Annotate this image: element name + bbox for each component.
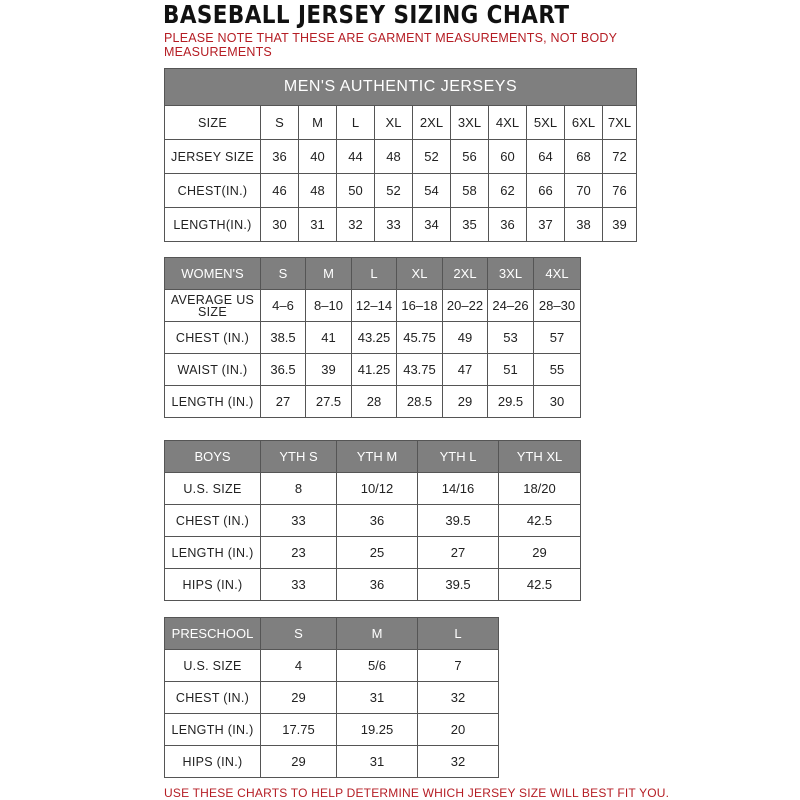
table-cell: 36.5	[261, 354, 306, 386]
table-cell: 39	[603, 208, 637, 242]
table-cell: 29	[261, 682, 337, 714]
table-cell: 8–10	[306, 290, 352, 322]
table-cell: 43.25	[352, 322, 397, 354]
table-row	[165, 537, 581, 569]
table-cell: 48	[299, 174, 337, 208]
row-label: HIPS (IN.)	[165, 746, 261, 778]
table-row	[165, 569, 581, 601]
table-cell: 29	[499, 537, 581, 569]
row-label: CHEST (IN.)	[165, 322, 261, 354]
table-cell: 34	[413, 208, 451, 242]
table-cell: 24–26	[488, 290, 534, 322]
row-label: WAIST (IN.)	[165, 354, 261, 386]
row-label: LENGTH (IN.)	[165, 714, 261, 746]
table-cell: 41	[306, 322, 352, 354]
table-cell: 52	[375, 174, 413, 208]
table-cell: 39.5	[418, 505, 499, 537]
table-cell: 62	[489, 174, 527, 208]
row-label: CHEST (IN.)	[165, 505, 261, 537]
table-cell: 25	[337, 537, 418, 569]
row-label: LENGTH (IN.)	[165, 537, 261, 569]
table-cell: 76	[603, 174, 637, 208]
table-row	[165, 174, 637, 208]
table-cell: 20–22	[443, 290, 488, 322]
table-cell: 45.75	[397, 322, 443, 354]
row-label: CHEST(IN.)	[165, 174, 261, 208]
table-cell: 12–14	[352, 290, 397, 322]
table-cell: 28	[352, 386, 397, 418]
measurement-note: PLEASE NOTE THAT THESE ARE GARMENT MEASUREMENTS, NOT BODY MEASUREMENTS	[164, 31, 617, 59]
table-cell: 39	[306, 354, 352, 386]
table-cell: 32	[337, 208, 375, 242]
table-cell: 33	[261, 505, 337, 537]
table-cell: 27	[418, 537, 499, 569]
table-cell: 50	[337, 174, 375, 208]
table-header-cell: S	[261, 618, 337, 650]
table-cell: 4XL	[489, 106, 527, 140]
table-cell: 10/12	[337, 473, 418, 505]
table-header-row	[165, 258, 581, 290]
table-cell: 57	[534, 322, 581, 354]
table-cell: 44	[337, 140, 375, 174]
table-cell: 6XL	[565, 106, 603, 140]
table-header-cell: YTH M	[337, 441, 418, 473]
table-cell: 52	[413, 140, 451, 174]
table-cell: 7	[418, 650, 499, 682]
table-cell: L	[337, 106, 375, 140]
table-cell: 42.5	[499, 569, 581, 601]
table-cell: 46	[261, 174, 299, 208]
table-cell: 29	[261, 746, 337, 778]
table-cell: 49	[443, 322, 488, 354]
table-cell: 5/6	[337, 650, 418, 682]
row-label: AVERAGE US SIZE	[165, 290, 261, 322]
table-cell: 4–6	[261, 290, 306, 322]
table-cell: 41.25	[352, 354, 397, 386]
table-cell: 37	[527, 208, 565, 242]
table-cell: 38.5	[261, 322, 306, 354]
table-cell: 30	[534, 386, 581, 418]
table-cell: 33	[375, 208, 413, 242]
table-cell: 31	[337, 682, 418, 714]
table-cell: 51	[488, 354, 534, 386]
mens-table-heading: MEN'S AUTHENTIC JERSEYS	[165, 69, 637, 106]
table-header-cell: BOYS	[165, 441, 261, 473]
table-header-cell: L	[352, 258, 397, 290]
row-label: U.S. SIZE	[165, 650, 261, 682]
table-cell: 5XL	[527, 106, 565, 140]
table-row	[165, 682, 499, 714]
table-cell: 27.5	[306, 386, 352, 418]
table-cell: 20	[418, 714, 499, 746]
table-cell: 16–18	[397, 290, 443, 322]
table-cell: 30	[261, 208, 299, 242]
footer-note: USE THESE CHARTS TO HELP DETERMINE WHICH JERSEY SIZE WILL BEST FIT YOU.	[164, 786, 670, 800]
table-cell: 55	[534, 354, 581, 386]
table-header-cell: 3XL	[488, 258, 534, 290]
table-row	[165, 473, 581, 505]
table-cell: 56	[451, 140, 489, 174]
table-cell: 60	[489, 140, 527, 174]
table-cell: 42.5	[499, 505, 581, 537]
table-cell: 64	[527, 140, 565, 174]
table-header-cell: L	[418, 618, 499, 650]
table-row	[165, 650, 499, 682]
boys-size-table	[164, 440, 581, 601]
table-header-cell: M	[337, 618, 418, 650]
table-cell: 14/16	[418, 473, 499, 505]
row-label: LENGTH(IN.)	[165, 208, 261, 242]
table-header-cell: XL	[397, 258, 443, 290]
table-cell: 27	[261, 386, 306, 418]
table-cell: 33	[261, 569, 337, 601]
table-header-cell: 4XL	[534, 258, 581, 290]
table-cell: S	[261, 106, 299, 140]
table-cell: 2XL	[413, 106, 451, 140]
table-cell: 28–30	[534, 290, 581, 322]
table-cell: 8	[261, 473, 337, 505]
table-cell: 29	[443, 386, 488, 418]
table-cell: 53	[488, 322, 534, 354]
table-row	[165, 354, 581, 386]
table-row	[165, 140, 637, 174]
table-header-cell: YTH XL	[499, 441, 581, 473]
table-cell: 18/20	[499, 473, 581, 505]
table-header-cell: M	[306, 258, 352, 290]
table-cell: 19.25	[337, 714, 418, 746]
table-header-row	[165, 618, 499, 650]
table-header-cell: 2XL	[443, 258, 488, 290]
table-cell: 66	[527, 174, 565, 208]
table-cell: 23	[261, 537, 337, 569]
page-title: BASEBALL JERSEY SIZING CHART	[163, 0, 570, 29]
table-row	[165, 386, 581, 418]
row-label: HIPS (IN.)	[165, 569, 261, 601]
table-cell: 35	[451, 208, 489, 242]
row-label: SIZE	[165, 106, 261, 140]
table-header-cell: WOMEN'S	[165, 258, 261, 290]
table-cell: 70	[565, 174, 603, 208]
table-cell: 32	[418, 746, 499, 778]
table-cell: 68	[565, 140, 603, 174]
table-cell: 32	[418, 682, 499, 714]
table-cell: 28.5	[397, 386, 443, 418]
table-cell: XL	[375, 106, 413, 140]
table-header-cell: YTH L	[418, 441, 499, 473]
table-cell: 40	[299, 140, 337, 174]
table-row	[165, 290, 581, 322]
table-cell: 43.75	[397, 354, 443, 386]
table-row	[165, 322, 581, 354]
mens-size-table	[164, 68, 637, 242]
table-header-cell: PRESCHOOL	[165, 618, 261, 650]
table-cell: 47	[443, 354, 488, 386]
table-cell: 29.5	[488, 386, 534, 418]
womens-size-table	[164, 257, 581, 418]
table-cell: 54	[413, 174, 451, 208]
table-row	[165, 505, 581, 537]
table-header-cell: S	[261, 258, 306, 290]
table-cell: 31	[337, 746, 418, 778]
table-header-row	[165, 441, 581, 473]
table-cell: 7XL	[603, 106, 637, 140]
table-cell: 36	[489, 208, 527, 242]
table-row	[165, 208, 637, 242]
preschool-size-table	[164, 617, 499, 778]
table-cell: 36	[337, 569, 418, 601]
table-row	[165, 106, 637, 140]
table-cell: 58	[451, 174, 489, 208]
table-cell: 3XL	[451, 106, 489, 140]
table-cell: 38	[565, 208, 603, 242]
table-row	[165, 714, 499, 746]
table-cell: 39.5	[418, 569, 499, 601]
table-header-cell: YTH S	[261, 441, 337, 473]
table-cell: 36	[261, 140, 299, 174]
table-row	[165, 746, 499, 778]
table-cell: 31	[299, 208, 337, 242]
row-label: CHEST (IN.)	[165, 682, 261, 714]
table-cell: 72	[603, 140, 637, 174]
table-cell: 17.75	[261, 714, 337, 746]
table-cell: 36	[337, 505, 418, 537]
table-cell: 4	[261, 650, 337, 682]
row-label: JERSEY SIZE	[165, 140, 261, 174]
table-cell: M	[299, 106, 337, 140]
table-cell: 48	[375, 140, 413, 174]
row-label: LENGTH (IN.)	[165, 386, 261, 418]
row-label: U.S. SIZE	[165, 473, 261, 505]
